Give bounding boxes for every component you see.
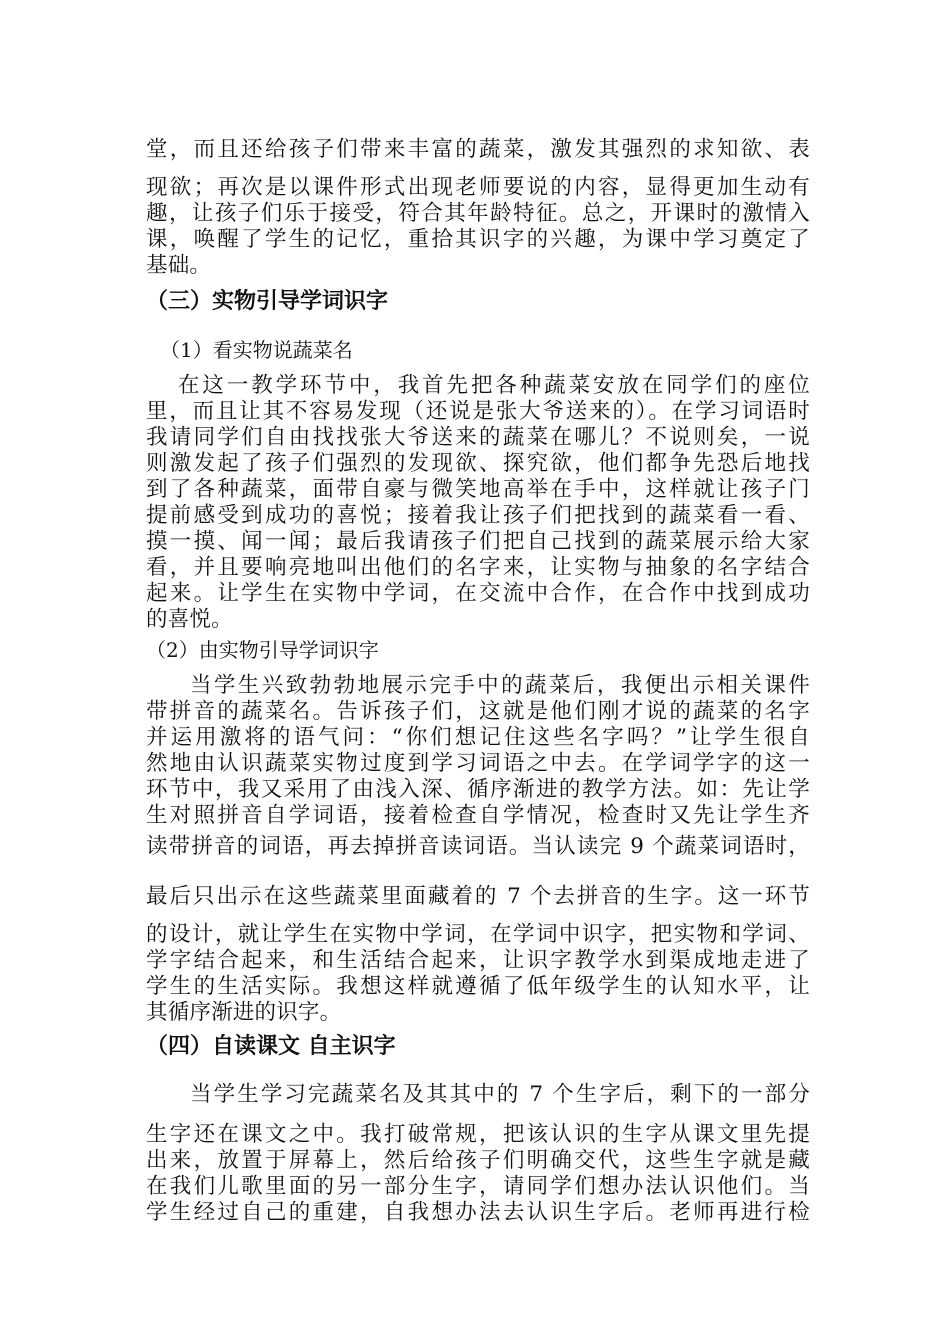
paragraph-line: 当学生兴致勃勃地展示完手中的蔬菜后，我便出示相关课件 bbox=[190, 673, 810, 698]
paragraph-line: 提前感受到成功的喜悦；接着我让孩子们把找到的蔬菜看一看、 bbox=[146, 503, 810, 528]
section-heading-3: （三）实物引导学词识字 bbox=[146, 289, 389, 314]
paragraph-line: 在我们儿歌里面的另一部分生字，请同学们想办法认识他们。当 bbox=[146, 1174, 810, 1199]
paragraph-line: 摸一摸、闻一闻；最后我请孩子们把自己找到的蔬菜展示给大家 bbox=[146, 529, 810, 554]
subsection-heading-2: （2）由实物引导学词识字 bbox=[146, 638, 379, 662]
paragraph-line: 环节中，我又采用了由浅入深、循序渐进的教学方法。如：先让学 bbox=[146, 777, 810, 802]
paragraph-line: 趣，让孩子们乐于接受，符合其年龄特征。总之，开课时的激情入 bbox=[146, 201, 810, 226]
paragraph-line: 带拼音的蔬菜名。告诉孩子们，这就是他们刚才说的蔬菜的名字 bbox=[146, 699, 810, 724]
paragraph-line: 的设计，就让学生在实物中学词，在学词中识字，把实物和学词、 bbox=[146, 922, 810, 947]
paragraph-line: 在这一教学环节中，我首先把各种蔬菜安放在同学们的座位 bbox=[178, 373, 810, 398]
paragraph-line: 出来，放置于屏幕上，然后给孩子们明确交代，这些生字就是藏 bbox=[146, 1148, 810, 1173]
paragraph-line: 现欲；再次是以课件形式出现老师要说的内容，显得更加生动有 bbox=[146, 175, 810, 200]
paragraph-line: 生对照拼音自学词语，接着检查自学情况，检查时又先让学生齐 bbox=[146, 803, 810, 828]
paragraph-line: 学生的生活实际。我想这样就遵循了低年级学生的认知水平，让 bbox=[146, 974, 810, 999]
paragraph-line: 的喜悦。 bbox=[146, 607, 233, 632]
paragraph-line: 到了各种蔬菜，面带自豪与微笑地高举在手中，这样就让孩子门 bbox=[146, 477, 810, 502]
paragraph-line: 其循序渐进的识字。 bbox=[146, 1000, 342, 1025]
paragraph-line: 看，并且要响亮地叫出他们的名字来，让实物与抽象的名字结合 bbox=[146, 555, 810, 580]
subsection-heading-1: （1）看实物说蔬菜名 bbox=[160, 338, 353, 362]
paragraph-line: 堂，而且还给孩子们带来丰富的蔬菜，激发其强烈的求知欲、表 bbox=[146, 137, 810, 162]
paragraph-line: 基础。 bbox=[146, 253, 212, 278]
paragraph-line: 学字结合起来，和生活结合起来，让识字教学水到渠成地走进了 bbox=[146, 948, 810, 973]
paragraph-line: 我请同学们自由找找张大爷送来的蔬菜在哪儿？不说则矣，一说 bbox=[146, 425, 810, 450]
paragraph-line: 读带拼音的词语，再去掉拼音读词语。当认读完 9 个蔬菜词语时， bbox=[146, 834, 810, 859]
paragraph-line: 生字还在课文之中。我打破常规，把该认识的生字从课文里先提 bbox=[146, 1122, 810, 1147]
paragraph-line: 则激发起了孩子们强烈的发现欲、探究欲，他们都争先恐后地找 bbox=[146, 451, 810, 476]
paragraph-line: 最后只出示在这些蔬菜里面藏着的 7 个去拼音的生字。这一环节 bbox=[146, 884, 810, 909]
section-heading-4: （四）自读课文 自主识字 bbox=[146, 1034, 396, 1059]
paragraph-line: 里，而且让其不容易发现（还说是张大爷送来的）。在学习词语时 bbox=[146, 399, 810, 424]
paragraph-line: 并运用激将的语气问：“你们想记住这些名字吗？”让学生很自 bbox=[146, 725, 810, 750]
paragraph-line: 当学生学习完蔬菜名及其其中的 7 个生字后，剩下的一部分 bbox=[190, 1082, 810, 1107]
paragraph-line: 学生经过自己的重建，自我想办法去认识生字后。老师再进行检 bbox=[146, 1200, 810, 1225]
paragraph-line: 然地由认识蔬菜实物过度到学习词语之中去。在学词学字的这一 bbox=[146, 751, 810, 776]
paragraph-line: 起来。让学生在实物中学词，在交流中合作，在合作中找到成功 bbox=[146, 581, 810, 606]
paragraph-line: 课，唤醒了学生的记忆，重拾其识字的兴趣，为课中学习奠定了 bbox=[146, 227, 810, 252]
